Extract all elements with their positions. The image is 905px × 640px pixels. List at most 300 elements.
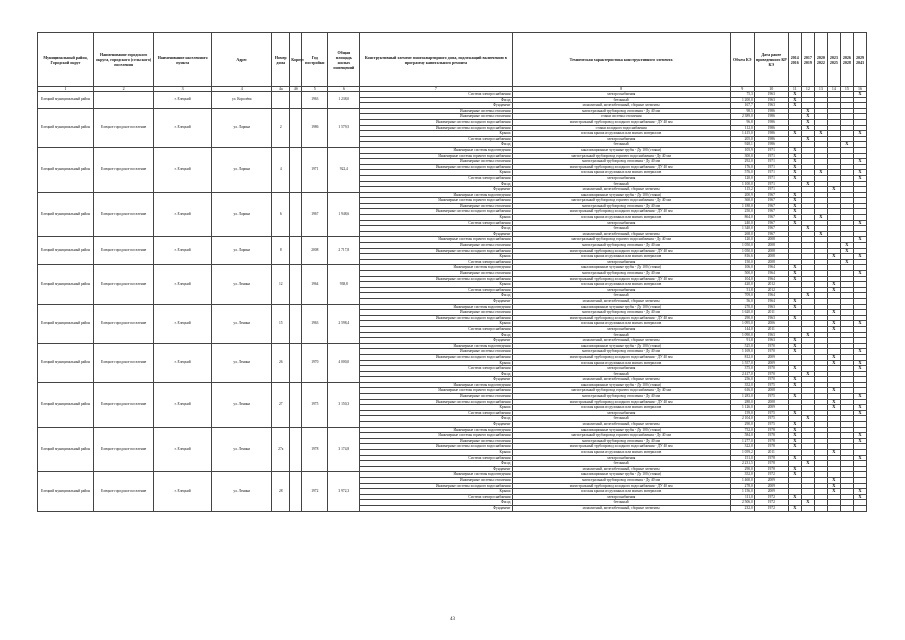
- build-year-cell: 1978: [302, 427, 328, 472]
- column-header: Наименование городского округа, городского (сельского) поселения: [94, 33, 154, 87]
- element-cell: Крыша: [360, 405, 512, 411]
- characteristic-cell: бетонный: [512, 97, 730, 103]
- period-mark-cell: X: [853, 254, 866, 260]
- characteristic-cell: канализационные чугунные трубы - Ду 100 (стояки): [512, 427, 730, 433]
- last-repair-date-cell: 1971: [754, 153, 788, 159]
- characteristic-cell: магистральный трубопровод холодного водоснабжения - ДУ 40 мм: [512, 483, 730, 489]
- period-mark-cell: [814, 505, 827, 511]
- characteristic-cell: магистральный трубопровод холодного водоснабжения - ДУ 40 мм: [512, 399, 730, 405]
- period-mark-cell: X: [788, 103, 801, 109]
- characteristic-cell: бетонный: [512, 371, 730, 377]
- volume-cell: 1 090,0: [730, 332, 754, 338]
- period-mark-cell: X: [801, 293, 814, 299]
- characteristic-cell: магистральный трубопровод горячего водоснабжения - Ду 40 мм: [512, 198, 730, 204]
- element-cell: Фундамент: [360, 103, 512, 109]
- last-repair-date-cell: 2011: [754, 326, 788, 332]
- period-mark-cell: X: [853, 92, 866, 98]
- period-mark-cell: X: [827, 405, 840, 411]
- period-mark-cell: X: [827, 254, 840, 260]
- period-mark-cell: X: [853, 271, 866, 277]
- characteristic-cell: канализационные чугунные трубы - Ду 100 (стояки): [512, 472, 730, 478]
- element-cell: Система электроснабжения: [360, 494, 512, 500]
- column-header: 2023 2025: [827, 33, 840, 87]
- house-group: [38, 192, 867, 237]
- element-cell: Инженерные системы горячего водоснабжения: [360, 237, 512, 243]
- house-number-cell: 28: [272, 472, 290, 511]
- element-cell: Фасад: [360, 293, 512, 299]
- last-repair-date-cell: 1963: [754, 103, 788, 109]
- element-cell: Инженерные системы отопления: [360, 108, 512, 114]
- column-number: 7: [360, 87, 512, 92]
- build-year-cell: 1963: [302, 92, 328, 109]
- last-repair-date-cell: 1967: [754, 203, 788, 209]
- period-mark-cell: X: [788, 92, 801, 98]
- period-mark-cell: X: [788, 220, 801, 226]
- volume-cell: 151,0: [730, 455, 754, 461]
- element-cell: Система электроснабжения: [360, 175, 512, 181]
- characteristic-cell: электроснабжения: [512, 220, 730, 226]
- locality-cell: г. Елецкий: [154, 192, 212, 237]
- characteristic-cell: бетонный: [512, 142, 730, 148]
- street-cell: ул. Ларина: [212, 147, 272, 192]
- characteristic-cell: электроснабжения: [512, 92, 730, 98]
- element-cell: Инженерные системы холодного водоснабжения: [360, 354, 512, 360]
- settlement-cell: Елецкое городское поселение: [94, 343, 154, 382]
- period-mark-cell: X: [827, 282, 840, 288]
- last-repair-date-cell: 1964: [754, 271, 788, 277]
- element-cell: Фасад: [360, 332, 512, 338]
- volume-cell: 928,1: [730, 142, 754, 148]
- period-mark-cell: X: [801, 181, 814, 187]
- characteristic-cell: канализационные чугунные трубы - Ду 100 (стояки): [512, 192, 730, 198]
- period-mark-cell: X: [853, 220, 866, 226]
- last-repair-date-cell: 1975: [754, 416, 788, 422]
- element-cell: Крыша: [360, 360, 512, 366]
- locality-cell: г. Елецкий: [154, 147, 212, 192]
- last-repair-date-cell: 1975: [754, 422, 788, 428]
- last-repair-date-cell: 2008: [754, 243, 788, 249]
- last-repair-date-cell: 1963: [754, 304, 788, 310]
- last-repair-date-cell: 1978: [754, 438, 788, 444]
- period-mark-cell: X: [853, 394, 866, 400]
- characteristic-cell: стояки холодного водоснабжения: [512, 125, 730, 131]
- living-area-cell: 2 717,8: [328, 237, 360, 265]
- characteristic-cell: монолитный, железобетонный, сборные элементы: [512, 103, 730, 109]
- volume-cell: 104,0: [730, 276, 754, 282]
- house-group: [38, 427, 867, 472]
- characteristic-cell: стояки системы отопления: [512, 114, 730, 120]
- column-number: 16: [853, 87, 866, 92]
- column-number: 11: [788, 87, 801, 92]
- period-mark-cell: X: [788, 382, 801, 388]
- characteristic-cell: канализационные чугунные трубы - Ду 100 (стояки): [512, 304, 730, 310]
- last-repair-date-cell: 1970: [754, 371, 788, 377]
- last-repair-date-cell: 2009: [754, 360, 788, 366]
- element-cell: Инженерные системы отопления: [360, 394, 512, 400]
- street-cell: ул. Королёва: [212, 92, 272, 109]
- column-number: 14: [827, 87, 840, 92]
- volume-cell: 56,0: [730, 298, 754, 304]
- element-cell: Система электроснабжения: [360, 287, 512, 293]
- volume-cell: 1 095,0: [730, 321, 754, 327]
- last-repair-date-cell: 2009: [754, 354, 788, 360]
- element-cell: Инженерные системы отопления: [360, 203, 512, 209]
- period-mark-cell: X: [814, 231, 827, 237]
- column-header: 2026 2028: [840, 33, 853, 87]
- characteristic-cell: электроснабжения: [512, 494, 730, 500]
- living-area-cell: 3 174,8: [328, 427, 360, 472]
- period-mark-cell: X: [853, 131, 866, 137]
- volume-cell: 232,0: [730, 505, 754, 511]
- last-repair-date-cell: 2006: [754, 321, 788, 327]
- period-mark-cell: X: [840, 248, 853, 254]
- volume-cell: 290,0: [730, 315, 754, 321]
- column-header: Дата ранее проведенного КР КЭ: [754, 33, 788, 87]
- volume-cell: 1 283,0: [730, 394, 754, 400]
- last-repair-date-cell: 1964: [754, 298, 788, 304]
- period-mark-cell: X: [853, 405, 866, 411]
- volume-cell: 2 417,0: [730, 371, 754, 377]
- element-cell: Фундамент: [360, 422, 512, 428]
- period-mark-cell: X: [853, 438, 866, 444]
- period-mark-cell: X: [788, 304, 801, 310]
- characteristic-cell: канализационные чугунные трубы - Ду 100 (стояки): [512, 265, 730, 271]
- characteristic-cell: монолитный, железобетонный, сборные элементы: [512, 422, 730, 428]
- last-repair-date-cell: 1964: [754, 265, 788, 271]
- characteristic-cell: магистральный трубопровод холодного водоснабжения - ДУ 40 мм: [512, 164, 730, 170]
- characteristic-cell: плоская крыша из рулонных или мягких материалов: [512, 131, 730, 137]
- column-number: 5: [302, 87, 328, 92]
- last-repair-date-cell: 1964: [754, 293, 788, 299]
- volume-cell: 112,0: [730, 125, 754, 131]
- element-cell: Инженерные системы холодного водоснабжения: [360, 248, 512, 254]
- element-cell: Фундамент: [360, 505, 512, 511]
- period-mark-cell: X: [801, 416, 814, 422]
- build-year-cell: 1986: [302, 108, 328, 147]
- volume-cell: 1 169,0: [730, 349, 754, 355]
- house-group: [38, 147, 867, 192]
- house-number-cell: 4: [272, 147, 290, 192]
- living-area-cell: 1 948,6: [328, 192, 360, 237]
- settlement-cell: Елецкое городское поселение: [94, 304, 154, 343]
- volume-cell: 375,0: [730, 366, 754, 372]
- volume-cell: 709,0: [730, 293, 754, 299]
- last-repair-date-cell: 1971: [754, 159, 788, 165]
- last-repair-date-cell: 1975: [754, 394, 788, 400]
- period-mark-cell: X: [827, 326, 840, 332]
- element-cell: Фасад: [360, 97, 512, 103]
- volume-cell: 278,0: [730, 483, 754, 489]
- period-mark-cell: X: [814, 131, 827, 137]
- element-cell: Инженерные системы горячего водоснабжения: [360, 153, 512, 159]
- volume-cell: 300,0: [730, 153, 754, 159]
- volume-cell: 322,0: [730, 444, 754, 450]
- volume-cell: 1 100,0: [730, 181, 754, 187]
- characteristic-cell: монолитный, железобетонный, сборные элементы: [512, 338, 730, 344]
- house-number-cell: 15: [272, 304, 290, 343]
- characteristic-cell: магистральный трубопровод отопления - Ду 40 мм: [512, 310, 730, 316]
- characteristic-cell: магистральный трубопровод отопления - Ду 40 мм: [512, 108, 730, 114]
- element-cell: Инженерные системы холодного водоснабжения: [360, 119, 512, 125]
- last-repair-date-cell: 1986: [754, 136, 788, 142]
- korpus-cell: [290, 343, 302, 382]
- house-group: [38, 382, 867, 427]
- characteristic-cell: магистральный трубопровод холодного водоснабжения - ДУ 40 мм: [512, 315, 730, 321]
- characteristic-cell: канализационные чугунные трубы - Ду 100 (стояки): [512, 343, 730, 349]
- last-repair-date-cell: 1972: [754, 494, 788, 500]
- period-mark-cell: X: [788, 271, 801, 277]
- element-cell: Инженерные системы холодного водоснабжения: [360, 209, 512, 215]
- volume-cell: 752,0: [730, 427, 754, 433]
- build-year-cell: 1964: [302, 265, 328, 304]
- element-cell: Фундамент: [360, 377, 512, 383]
- build-year-cell: 1975: [302, 382, 328, 427]
- district-cell: Елецкий муниципальный район: [38, 192, 94, 237]
- period-mark-cell: X: [801, 461, 814, 467]
- living-area-cell: 2 598,4: [328, 304, 360, 343]
- last-repair-date-cell: 1971: [754, 175, 788, 181]
- last-repair-date-cell: 2008: [754, 254, 788, 260]
- volume-cell: 167,7: [730, 103, 754, 109]
- period-mark-cell: X: [788, 170, 801, 176]
- column-number: 13: [814, 87, 827, 92]
- period-mark-cell: X: [853, 455, 866, 461]
- element-cell: Инженерные системы отопления: [360, 114, 512, 120]
- house-number-cell: 6: [272, 192, 290, 237]
- characteristic-cell: плоская крыша из рулонных или мягких материалов: [512, 405, 730, 411]
- period-mark-cell: X: [788, 427, 801, 433]
- element-cell: Инженерные системы холодного водоснабжения: [360, 315, 512, 321]
- last-repair-date-cell: 2011: [754, 450, 788, 456]
- last-repair-date-cell: 1963: [754, 92, 788, 98]
- period-mark-cell: X: [853, 366, 866, 372]
- element-cell: Инженерные системы отопления: [360, 243, 512, 249]
- volume-cell: 1 200,0: [730, 97, 754, 103]
- characteristic-cell: плоская крыша из рулонных или мягких материалов: [512, 282, 730, 288]
- element-cell: Инженерные системы холодного водоснабжения: [360, 444, 512, 450]
- volume-cell: 150,0: [730, 259, 754, 265]
- build-year-cell: 1963: [302, 304, 328, 343]
- volume-cell: 2 231,5: [730, 461, 754, 467]
- column-header: 2017 2019: [801, 33, 814, 87]
- column-header: 2020 2022: [814, 33, 827, 87]
- period-mark-cell: X: [801, 108, 814, 114]
- korpus-cell: [290, 92, 302, 109]
- period-mark-cell: X: [788, 298, 801, 304]
- volume-cell: 1 126,0: [730, 405, 754, 411]
- element-cell: Фасад: [360, 142, 512, 148]
- period-mark-cell: X: [788, 131, 801, 137]
- element-cell: Инженерные системы отопления: [360, 349, 512, 355]
- period-mark-cell: X: [827, 287, 840, 293]
- column-header: Объем КЭ: [730, 33, 754, 87]
- street-cell: ул. Ленина: [212, 472, 272, 511]
- locality-cell: г. Елецкий: [154, 472, 212, 511]
- characteristic-cell: магистральный трубопровод горячего водоснабжения - Ду 40 мм: [512, 153, 730, 159]
- period-mark-cell: X: [788, 209, 801, 215]
- element-cell: Инженерные системы водоотведения: [360, 382, 512, 388]
- street-cell: ул. Ленина: [212, 265, 272, 304]
- volume-cell: 2 506,0: [730, 500, 754, 506]
- volume-cell: 105,9: [730, 147, 754, 153]
- period-mark-cell: X: [814, 215, 827, 221]
- period-mark-cell: X: [853, 159, 866, 165]
- element-cell: Инженерные системы водоотведения: [360, 265, 512, 271]
- period-mark-cell: X: [788, 505, 801, 511]
- volume-cell: 256,0: [730, 377, 754, 383]
- characteristic-cell: магистральный трубопровод холодного водоснабжения - ДУ 40 мм: [512, 209, 730, 215]
- element-cell: Инженерные системы отопления: [360, 159, 512, 165]
- characteristic-cell: монолитный, железобетонный, сборные элементы: [512, 466, 730, 472]
- last-repair-date-cell: 1967: [754, 231, 788, 237]
- last-repair-date-cell: 2008: [754, 259, 788, 265]
- korpus-cell: [290, 108, 302, 147]
- characteristic-cell: бетонный: [512, 416, 730, 422]
- settlement-cell: Елецкое городское поселение: [94, 472, 154, 511]
- characteristic-cell: плоская крыша из рулонных или мягких материалов: [512, 254, 730, 260]
- last-repair-date-cell: 1971: [754, 181, 788, 187]
- characteristic-cell: магистральный трубопровод отопления - Ду 40 мм: [512, 243, 730, 249]
- district-cell: Елецкий муниципальный район: [38, 427, 94, 472]
- column-header: Адрес: [212, 33, 272, 87]
- characteristic-cell: монолитный, железобетонный, сборные элементы: [512, 505, 730, 511]
- last-repair-date-cell: 2008: [754, 237, 788, 243]
- last-repair-date-cell: 1986: [754, 108, 788, 114]
- settlement-cell: Елецкое городское поселение: [94, 427, 154, 472]
- period-mark-cell: X: [853, 494, 866, 500]
- volume-cell: 51,8: [730, 287, 754, 293]
- period-mark-cell: X: [827, 354, 840, 360]
- settlement-cell: Елецкое городское поселение: [94, 265, 154, 304]
- element-cell: Фундамент: [360, 338, 512, 344]
- period-mark-cell: X: [788, 466, 801, 472]
- last-repair-date-cell: 2008: [754, 388, 788, 394]
- volume-cell: 1 557,0: [730, 360, 754, 366]
- period-mark-cell: X: [788, 349, 801, 355]
- column-number: 4б: [290, 87, 302, 92]
- element-cell: Система электроснабжения: [360, 410, 512, 416]
- last-repair-date-cell: 1967: [754, 192, 788, 198]
- last-repair-date-cell: 1986: [754, 125, 788, 131]
- volume-cell: 106,0: [730, 265, 754, 271]
- element-cell: Инженерные системы отопления: [360, 477, 512, 483]
- living-area-cell: 3 150,3: [328, 382, 360, 427]
- settlement-cell: Елецкое городское поселение: [94, 382, 154, 427]
- last-repair-date-cell: 1963: [754, 332, 788, 338]
- period-mark-cell: X: [801, 136, 814, 142]
- characteristic-cell: магистральный трубопровод холодного водоснабжения - ДУ 40 мм: [512, 119, 730, 125]
- settlement-cell: Елецкое городское поселение: [94, 108, 154, 147]
- district-cell: Елецкий муниципальный район: [38, 343, 94, 382]
- volume-cell: 1 050,0: [730, 248, 754, 254]
- volume-cell: 290,0: [730, 422, 754, 428]
- last-repair-date-cell: 1970: [754, 343, 788, 349]
- characteristic-cell: монолитный, железобетонный, сборные элементы: [512, 298, 730, 304]
- element-cell: Инженерные системы водоотведения: [360, 147, 512, 153]
- last-repair-date-cell: 1963: [754, 97, 788, 103]
- period-mark-cell: X: [788, 159, 801, 165]
- characteristic-cell: плоская крыша из рулонных или мягких материалов: [512, 215, 730, 221]
- characteristic-cell: плоская крыша из рулонных или мягких материалов: [512, 170, 730, 176]
- last-repair-date-cell: 1970: [754, 366, 788, 372]
- characteristic-cell: магистральный трубопровод отопления - Ду 40 мм: [512, 271, 730, 277]
- last-repair-date-cell: 1971: [754, 187, 788, 193]
- characteristic-cell: магистральный трубопровод отопления - Ду 40 мм: [512, 349, 730, 355]
- element-cell: Крыша: [360, 282, 512, 288]
- house-number-cell: 27а: [272, 427, 290, 472]
- volume-cell: 268,0: [730, 231, 754, 237]
- district-cell: Елецкий муниципальный район: [38, 265, 94, 304]
- volume-cell: 1 620,0: [730, 310, 754, 316]
- living-area-cell: 3 972,3: [328, 472, 360, 511]
- volume-cell: 98,5: [730, 108, 754, 114]
- page-number: 43: [450, 617, 455, 622]
- build-year-cell: 1970: [302, 343, 328, 382]
- table-header-row: [38, 33, 867, 87]
- volume-cell: 360,0: [730, 198, 754, 204]
- last-repair-date-cell: 1967: [754, 198, 788, 204]
- column-header: Номер дома: [272, 33, 290, 87]
- column-number: 2: [94, 87, 154, 92]
- period-mark-cell: X: [788, 164, 801, 170]
- last-repair-date-cell: 1970: [754, 377, 788, 383]
- locality-cell: г. Елецкий: [154, 382, 212, 427]
- characteristic-cell: магистральный трубопровод горячего водоснабжения - Ду 40 мм: [512, 388, 730, 394]
- house-group: [38, 92, 867, 109]
- last-repair-date-cell: 1978: [754, 433, 788, 439]
- district-cell: Елецкий муниципальный район: [38, 108, 94, 147]
- column-header: 2029 2043: [853, 33, 866, 87]
- element-cell: Система электроснабжения: [360, 326, 512, 332]
- period-mark-cell: X: [788, 472, 801, 478]
- street-cell: ул. Ленина: [212, 382, 272, 427]
- element-cell: Инженерные системы холодного водоснабжения: [360, 276, 512, 282]
- period-mark-cell: X: [840, 243, 853, 249]
- period-mark-cell: X: [827, 310, 840, 316]
- characteristic-cell: магистральный трубопровод отопления - Ду 40 мм: [512, 438, 730, 444]
- column-number: 10: [754, 87, 788, 92]
- capital-repair-register-table: [37, 32, 867, 512]
- column-number: 4а: [272, 87, 290, 92]
- characteristic-cell: канализационные чугунные трубы - Ду 100 (стояки): [512, 147, 730, 153]
- last-repair-date-cell: 1978: [754, 444, 788, 450]
- period-mark-cell: X: [827, 450, 840, 456]
- street-cell: ул. Ларина: [212, 192, 272, 237]
- period-mark-cell: X: [840, 259, 853, 265]
- period-mark-cell: X: [788, 203, 801, 209]
- volume-cell: 2 389,0: [730, 114, 754, 120]
- korpus-cell: [290, 472, 302, 511]
- build-year-cell: 1971: [302, 147, 328, 192]
- last-repair-date-cell: 1986: [754, 119, 788, 125]
- district-cell: Елецкий муниципальный район: [38, 92, 94, 109]
- last-repair-date-cell: 1986: [754, 142, 788, 148]
- characteristic-cell: электроснабжения: [512, 287, 730, 293]
- column-header: Техническая характеристика конструктивного элемента: [512, 33, 730, 87]
- volume-cell: 292,0: [730, 159, 754, 165]
- korpus-cell: [290, 427, 302, 472]
- characteristic-cell: канализационные чугунные трубы - Ду 100 (стояки): [512, 382, 730, 388]
- period-mark-cell: X: [788, 444, 801, 450]
- last-repair-date-cell: 1972: [754, 500, 788, 506]
- characteristic-cell: плоская крыша из рулонных или мягких материалов: [512, 489, 730, 495]
- element-cell: Инженерные системы водоотведения: [360, 304, 512, 310]
- element-cell: Система электроснабжения: [360, 136, 512, 142]
- period-mark-cell: X: [801, 371, 814, 377]
- build-year-cell: 1972: [302, 472, 328, 511]
- korpus-cell: [290, 265, 302, 304]
- volume-cell: 420,0: [730, 282, 754, 288]
